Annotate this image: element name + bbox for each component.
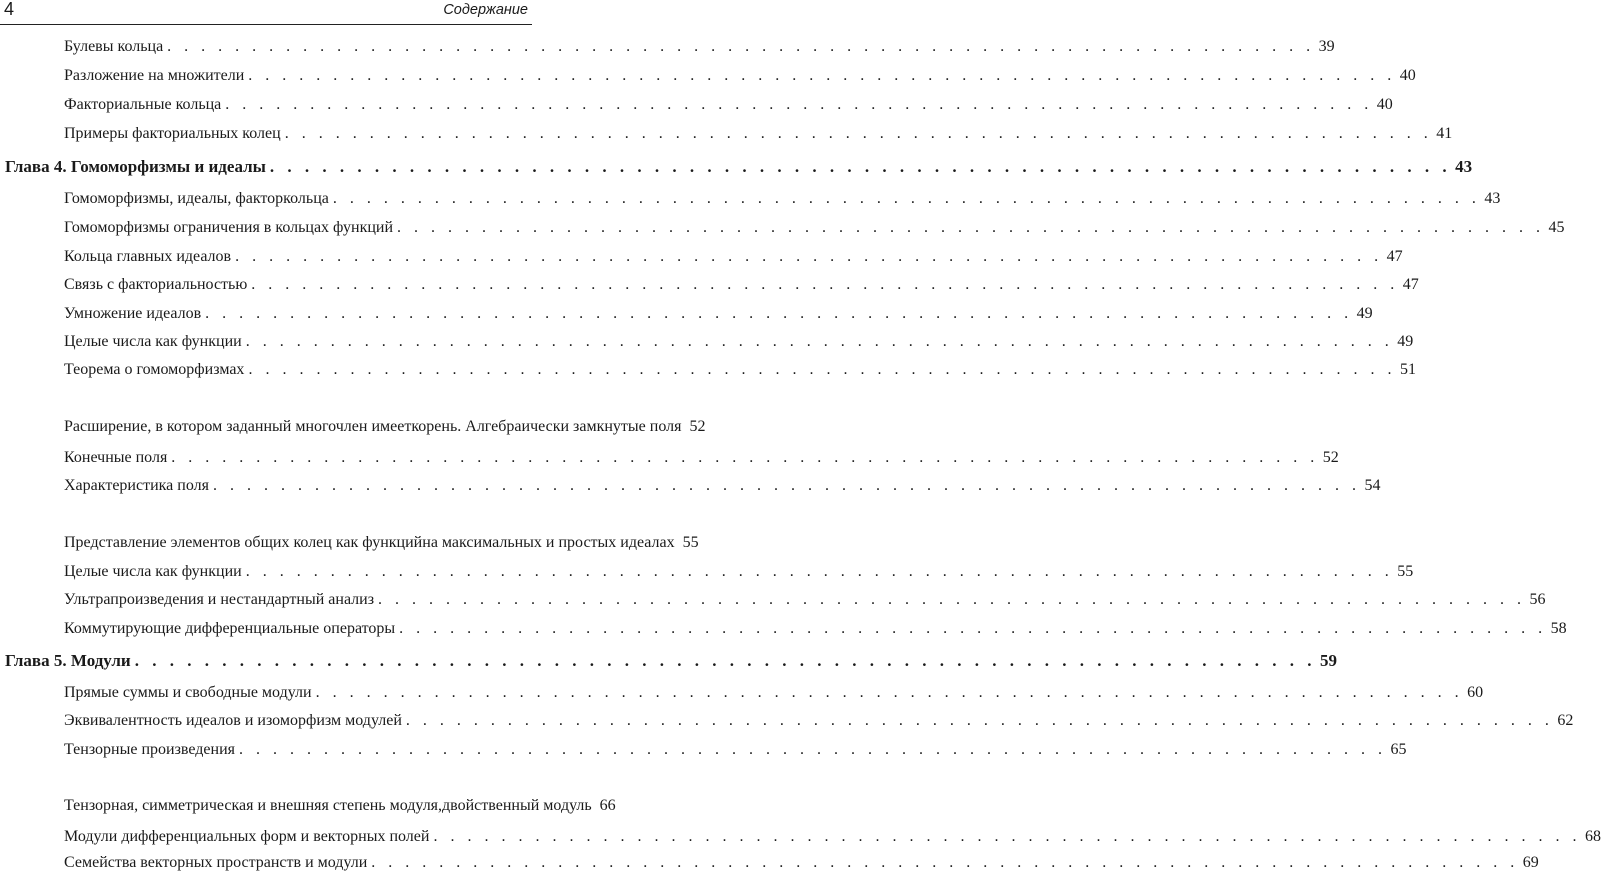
toc-entry bbox=[64, 739, 1407, 761]
toc-entry bbox=[64, 475, 1381, 497]
toc-entry-title: корень. Алгебраически замкнутые поля bbox=[411, 418, 682, 435]
toc-entry bbox=[64, 359, 1416, 381]
chapter-title: Глава 4. Гомоморфизмы и идеалы bbox=[5, 157, 266, 176]
toc-entry-title: Коммутирующие дифференциальные операторы bbox=[64, 620, 396, 637]
toc-entry bbox=[64, 532, 699, 554]
toc-page-number: 55 bbox=[1397, 563, 1414, 580]
toc-entry-title: Разложение на множители bbox=[64, 67, 245, 84]
toc-page-number: 54 bbox=[1364, 477, 1381, 494]
running-title: Содержание bbox=[443, 2, 528, 18]
toc-page-number: 56 bbox=[1529, 591, 1546, 608]
toc-entry-title: Тензорные произведения bbox=[64, 741, 235, 758]
toc-page-number: 41 bbox=[1436, 125, 1453, 142]
toc-entry-title: Булевы кольца bbox=[64, 38, 164, 55]
dot-leader bbox=[248, 359, 1396, 381]
dot-leader bbox=[213, 475, 1361, 497]
chapter-entry bbox=[5, 650, 1337, 672]
dot-leader bbox=[399, 618, 1547, 640]
toc-entry-title: Кольца главных идеалов bbox=[64, 248, 232, 265]
toc-entry bbox=[64, 852, 1539, 874]
toc-page-number: 52 bbox=[689, 418, 706, 435]
toc-entry-title: Прямые суммы и свободные модули bbox=[64, 684, 312, 701]
dot-leader bbox=[406, 710, 1554, 732]
toc-entry-title: Теорема о гомоморфизмах bbox=[64, 361, 245, 378]
toc-page-number: 43 bbox=[1455, 157, 1473, 176]
toc-entry bbox=[64, 217, 1565, 239]
toc-entry bbox=[64, 331, 1414, 353]
dot-leader bbox=[246, 331, 1394, 353]
dot-leader bbox=[316, 682, 1464, 704]
chapter-entry bbox=[5, 156, 1473, 178]
dot-leader bbox=[433, 826, 1581, 848]
toc-entry bbox=[64, 447, 1339, 469]
toc-page-number: 62 bbox=[1557, 712, 1574, 729]
toc-page-number: 40 bbox=[1376, 96, 1393, 113]
dot-leader bbox=[371, 852, 1519, 874]
dot-leader bbox=[167, 36, 1315, 58]
dot-leader bbox=[235, 246, 1383, 268]
toc-page-number: 47 bbox=[1402, 276, 1419, 293]
toc-entry-title: Семейства векторных пространств и модули bbox=[64, 854, 368, 871]
toc-page-number: 58 bbox=[1550, 620, 1567, 637]
toc-entry-title: Целые числа как функции bbox=[64, 333, 242, 350]
toc-entry-title: Эквивалентность идеалов и изоморфизм модулей bbox=[64, 712, 402, 729]
toc-entry bbox=[64, 795, 616, 817]
toc-entry-title: Умножение идеалов bbox=[64, 305, 202, 322]
toc-entry bbox=[64, 303, 1373, 325]
toc-page-number: 49 bbox=[1356, 305, 1373, 322]
toc-page-number: 55 bbox=[682, 534, 699, 551]
toc-entry bbox=[64, 94, 1393, 116]
page-number: 4 bbox=[4, 0, 15, 19]
toc-entry bbox=[64, 682, 1484, 704]
dot-leader bbox=[205, 303, 1353, 325]
dot-leader bbox=[251, 274, 1399, 296]
toc-entry bbox=[64, 188, 1501, 210]
toc-entry bbox=[64, 65, 1416, 87]
toc-page-number: 49 bbox=[1397, 333, 1414, 350]
toc-entry-title: Характеристика поля bbox=[64, 477, 209, 494]
dot-leader bbox=[246, 561, 1394, 583]
dot-leader bbox=[397, 217, 1545, 239]
toc-entry bbox=[64, 561, 1414, 583]
toc-entry-title: Модули дифференциальных форм и векторных полей bbox=[64, 828, 430, 845]
dot-leader bbox=[333, 188, 1481, 210]
toc-page-number: 43 bbox=[1484, 190, 1501, 207]
toc-page-number: 68 bbox=[1584, 828, 1601, 845]
toc-page-number: 45 bbox=[1548, 219, 1565, 236]
toc-page-number: 65 bbox=[1390, 741, 1407, 758]
toc-entry-title: Связь с факториальностью bbox=[64, 276, 248, 293]
header-rule bbox=[0, 24, 532, 25]
toc-entry-title: Факториальные кольца bbox=[64, 96, 222, 113]
toc-entry-title: Целые числа как функции bbox=[64, 563, 242, 580]
toc-entry bbox=[64, 36, 1335, 58]
toc-entry-title-line1: Расширение, в котором заданный многочлен имеет bbox=[64, 418, 412, 435]
dot-leader bbox=[171, 447, 1319, 469]
toc-page-number: 66 bbox=[599, 797, 616, 814]
toc-entry-title: Примеры факториальных колец bbox=[64, 125, 281, 142]
toc-entry-title: Гомоморфизмы ограничения в кольцах функций bbox=[64, 219, 394, 236]
toc-entry-title: Гомоморфизмы, идеалы, факторкольца bbox=[64, 190, 329, 207]
toc-entry bbox=[64, 710, 1574, 732]
dot-leader bbox=[285, 123, 1433, 145]
dot-leader bbox=[239, 739, 1387, 761]
toc-page-number: 59 bbox=[1319, 651, 1337, 670]
toc-entry bbox=[64, 589, 1546, 611]
toc-page-number: 60 bbox=[1467, 684, 1484, 701]
toc-entry-title: двойственный модуль bbox=[442, 797, 592, 814]
toc-entry bbox=[64, 123, 1453, 145]
dot-leader bbox=[270, 156, 1451, 178]
toc-entry-title-line1: Представление элементов общих колец как функций bbox=[64, 534, 423, 551]
toc-page-number: 69 bbox=[1522, 854, 1539, 871]
toc-entry bbox=[64, 826, 1601, 848]
dot-leader bbox=[378, 589, 1526, 611]
dot-leader bbox=[135, 650, 1316, 672]
page-header bbox=[0, 0, 532, 22]
toc-entry-title: на максимальных и простых идеалах bbox=[422, 534, 675, 551]
dot-leader bbox=[248, 65, 1396, 87]
chapter-title: Глава 5. Модули bbox=[5, 651, 131, 670]
toc-entry-title-line1: Тензорная, симметрическая и внешняя степень модуля, bbox=[64, 797, 443, 814]
toc-entry bbox=[64, 274, 1419, 296]
toc-entry bbox=[64, 416, 706, 438]
toc-entry-title: Ультрапроизведения и нестандартный анализ bbox=[64, 591, 375, 608]
dot-leader bbox=[225, 94, 1373, 116]
toc-page-number: 39 bbox=[1318, 38, 1335, 55]
toc-page-number: 52 bbox=[1322, 449, 1339, 466]
toc-page-number: 40 bbox=[1399, 67, 1416, 84]
toc-page-number: 47 bbox=[1386, 248, 1403, 265]
toc-entry bbox=[64, 246, 1403, 268]
toc-page-number: 51 bbox=[1399, 361, 1416, 378]
toc-entry-title: Конечные поля bbox=[64, 449, 168, 466]
toc-entry bbox=[64, 618, 1567, 640]
